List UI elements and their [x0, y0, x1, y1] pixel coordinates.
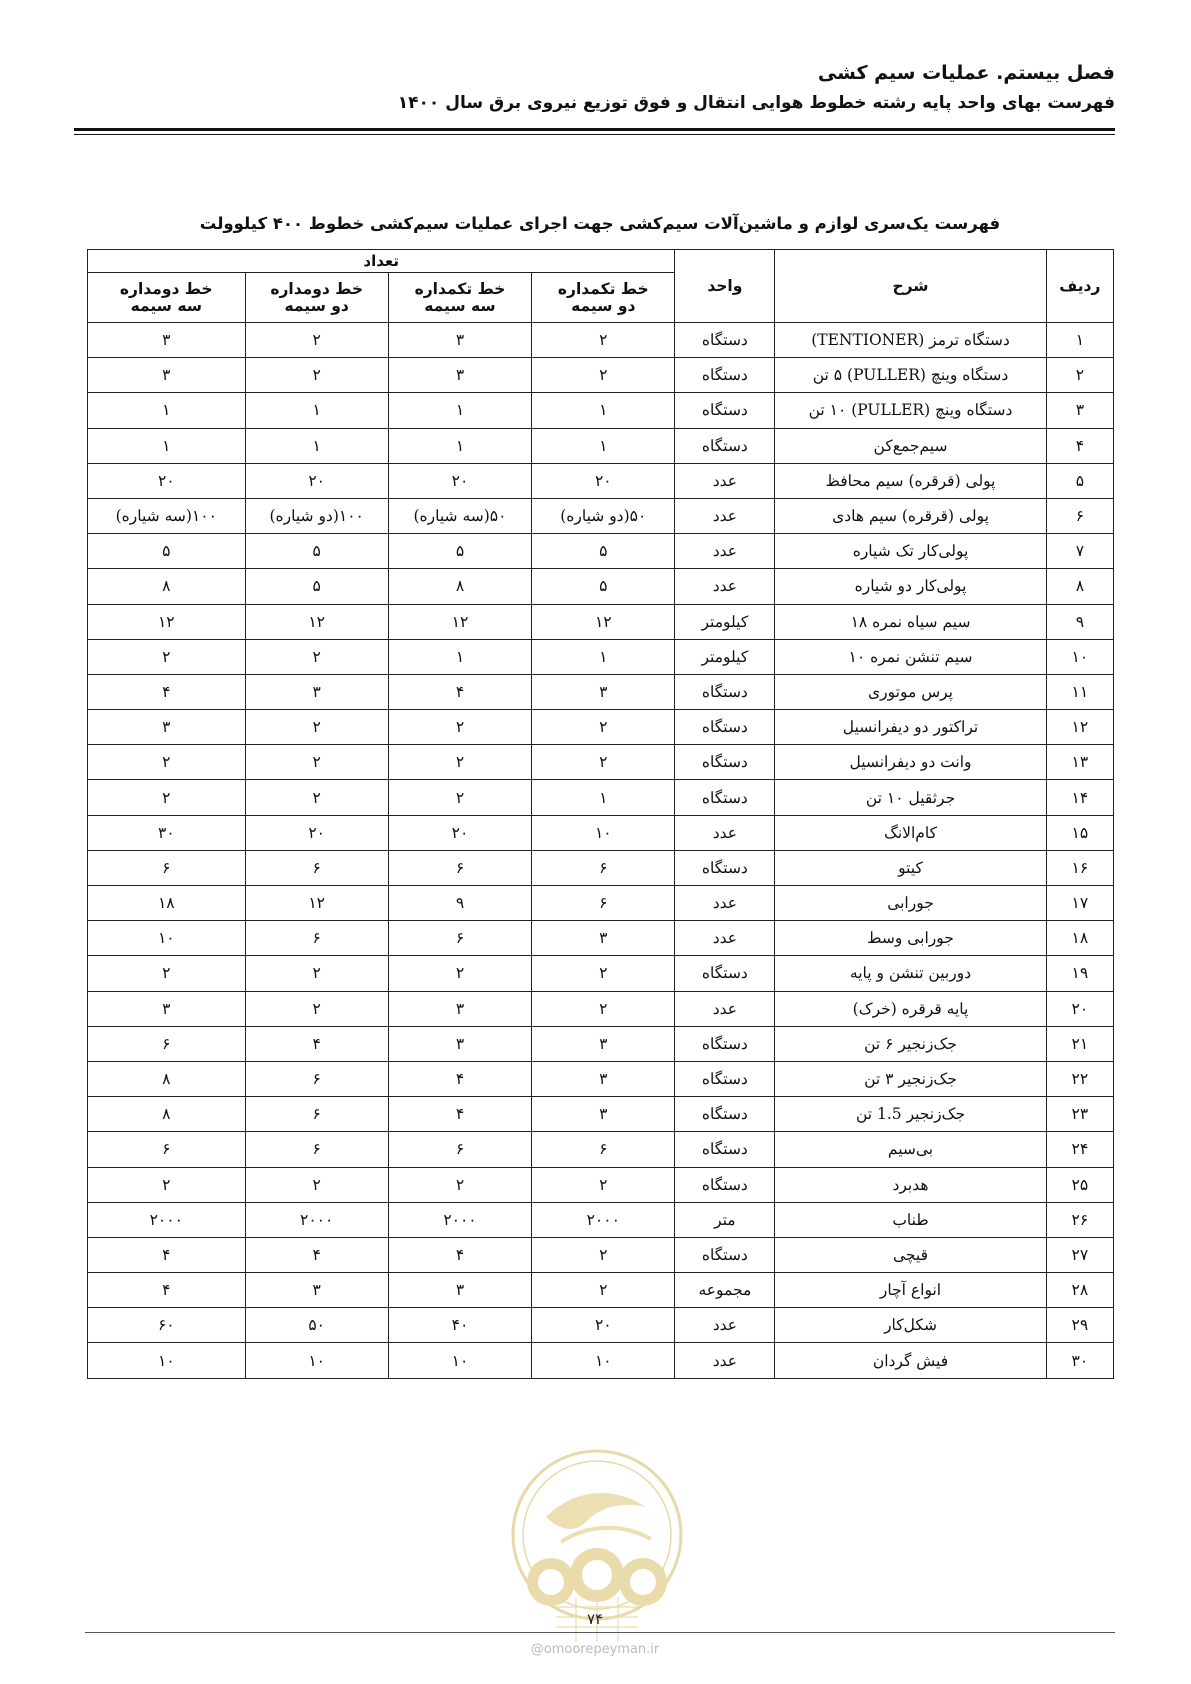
count-cell: ۳	[532, 921, 675, 956]
count-cell: ۵	[532, 569, 675, 604]
count-cell: ۲	[245, 745, 388, 780]
description-cell: پولی (قرقره) سیم محافظ	[775, 463, 1046, 498]
row-number-cell: ۲۸	[1046, 1273, 1113, 1308]
count-cell: ۱۲	[532, 604, 675, 639]
row-number-cell: ۶	[1046, 498, 1113, 533]
row-number-cell: ۲۵	[1046, 1167, 1113, 1202]
header-double-circuit-three-wire: خط دومداره سه سیمه	[88, 273, 246, 323]
row-number-cell: ۴	[1046, 428, 1113, 463]
row-number-cell: ۲۳	[1046, 1097, 1113, 1132]
row-number-cell: ۲۹	[1046, 1308, 1113, 1343]
count-cell: ۳	[532, 674, 675, 709]
count-cell: ۱۲	[88, 604, 246, 639]
table-row	[88, 393, 1114, 428]
count-cell: ۳	[532, 1097, 675, 1132]
count-cell: ۳	[388, 991, 531, 1026]
count-cell: ۴	[88, 674, 246, 709]
count-cell: ۵	[88, 534, 246, 569]
unit-cell: دستگاه	[675, 358, 775, 393]
count-cell: ۶	[245, 1097, 388, 1132]
count-cell: ۱	[532, 780, 675, 815]
count-cell: ۶	[388, 921, 531, 956]
unit-cell: دستگاه	[675, 745, 775, 780]
count-cell: ۴	[388, 674, 531, 709]
table-row	[88, 921, 1114, 956]
description-cell: دوربین تنشن و پایه	[775, 956, 1046, 991]
unit-cell: عدد	[675, 569, 775, 604]
description-cell: وانت دو دیفرانسیل	[775, 745, 1046, 780]
count-cell: ۲	[388, 956, 531, 991]
unit-cell: مجموعه	[675, 1273, 775, 1308]
count-cell: ۲	[532, 991, 675, 1026]
row-number-cell: ۱۱	[1046, 674, 1113, 709]
description-cell: دستگاه وینچ (PULLER) ۱۰ تن	[775, 393, 1046, 428]
count-cell: ۵	[532, 534, 675, 569]
equipment-table	[87, 249, 1114, 1379]
unit-cell: عدد	[675, 815, 775, 850]
count-cell: ۳	[532, 1061, 675, 1096]
table-row	[88, 710, 1114, 745]
count-cell: ۴	[388, 1061, 531, 1096]
table-row	[88, 886, 1114, 921]
count-cell: ۱	[245, 428, 388, 463]
count-cell: ۳	[88, 991, 246, 1026]
header-single-circuit-two-wire: خط تکمداره دو سیمه	[532, 273, 675, 323]
row-number-cell: ۲۶	[1046, 1202, 1113, 1237]
row-number-cell: ۲۱	[1046, 1026, 1113, 1061]
count-cell: ۱۲	[245, 886, 388, 921]
count-cell: ۱	[245, 393, 388, 428]
description-cell: طناب	[775, 1202, 1046, 1237]
count-cell: ۲	[532, 323, 675, 358]
row-number-cell: ۲	[1046, 358, 1113, 393]
table-row	[88, 1237, 1114, 1272]
count-cell: ۲	[388, 710, 531, 745]
description-cell: تراکتور دو دیفرانسیل	[775, 710, 1046, 745]
count-cell: ۲	[532, 1167, 675, 1202]
count-cell: ۳	[388, 358, 531, 393]
row-number-cell: ۱۲	[1046, 710, 1113, 745]
table-row	[88, 1061, 1114, 1096]
header-description: شرح	[775, 250, 1046, 323]
count-cell: ۲	[245, 710, 388, 745]
count-cell: ۲۰	[245, 815, 388, 850]
unit-cell: دستگاه	[675, 780, 775, 815]
count-cell: ۹	[388, 886, 531, 921]
table-row	[88, 1167, 1114, 1202]
count-cell: ۸	[388, 569, 531, 604]
count-cell: ۱۰	[88, 921, 246, 956]
count-cell: ۳	[388, 323, 531, 358]
count-cell: ۱۰	[88, 1343, 246, 1379]
count-cell: ۱۰	[532, 1343, 675, 1379]
count-cell: ۶	[245, 1061, 388, 1096]
description-cell: سیم‌جمع‌کن	[775, 428, 1046, 463]
table-row	[88, 428, 1114, 463]
unit-cell: عدد	[675, 1308, 775, 1343]
count-cell: ۲۰	[532, 463, 675, 498]
count-cell: ۳	[245, 1273, 388, 1308]
row-number-cell: ۱	[1046, 323, 1113, 358]
count-cell: ۲۰	[388, 463, 531, 498]
header-unit: واحد	[675, 250, 775, 323]
count-cell: ۱	[88, 393, 246, 428]
count-cell: ۶	[532, 1132, 675, 1167]
unit-cell: دستگاه	[675, 1097, 775, 1132]
row-number-cell: ۱۶	[1046, 850, 1113, 885]
count-cell: ۸	[88, 569, 246, 604]
row-number-cell: ۲۴	[1046, 1132, 1113, 1167]
unit-cell: دستگاه	[675, 710, 775, 745]
count-cell: ۸	[88, 1097, 246, 1132]
description-cell: کیتو	[775, 850, 1046, 885]
unit-cell: متر	[675, 1202, 775, 1237]
count-cell: ۱۰	[532, 815, 675, 850]
count-cell: ۱	[88, 428, 246, 463]
row-number-cell: ۳	[1046, 393, 1113, 428]
count-cell: ۲	[532, 710, 675, 745]
table-row	[88, 1202, 1114, 1237]
count-cell: ۲	[532, 358, 675, 393]
count-cell: ۶	[245, 1132, 388, 1167]
table-row	[88, 463, 1114, 498]
count-cell: ۲	[388, 1167, 531, 1202]
count-cell: ۳۰	[88, 815, 246, 850]
row-number-cell: ۲۲	[1046, 1061, 1113, 1096]
count-cell: ۲	[532, 1273, 675, 1308]
table-row	[88, 639, 1114, 674]
table-row	[88, 1308, 1114, 1343]
row-number-cell: ۱۷	[1046, 886, 1113, 921]
count-cell: ۲	[88, 745, 246, 780]
row-number-cell: ۱۳	[1046, 745, 1113, 780]
description-cell: پولی (قرقره) سیم هادی	[775, 498, 1046, 533]
description-cell: کام‌الانگ	[775, 815, 1046, 850]
count-cell: ۳	[532, 1026, 675, 1061]
description-cell: دستگاه ترمز (TENTIONER)	[775, 323, 1046, 358]
count-cell: ۶	[245, 850, 388, 885]
header-divider	[74, 128, 1115, 131]
count-cell: ۱۰۰(دو شیاره)	[245, 498, 388, 533]
count-cell: ۶	[88, 1026, 246, 1061]
count-cell: ۵	[245, 569, 388, 604]
unit-cell: دستگاه	[675, 1167, 775, 1202]
count-cell: ۲	[532, 745, 675, 780]
row-number-cell: ۲۷	[1046, 1237, 1113, 1272]
header-divider-thin	[74, 134, 1115, 135]
unit-cell: عدد	[675, 1343, 775, 1379]
count-cell: ۱	[388, 639, 531, 674]
row-number-cell: ۱۰	[1046, 639, 1113, 674]
unit-cell: دستگاه	[675, 323, 775, 358]
unit-cell: دستگاه	[675, 1132, 775, 1167]
count-cell: ۲	[88, 1167, 246, 1202]
count-cell: ۶	[388, 1132, 531, 1167]
table-row	[88, 956, 1114, 991]
table-row	[88, 745, 1114, 780]
page-number: ۷۴	[586, 1610, 604, 1628]
row-number-cell: ۳۰	[1046, 1343, 1113, 1379]
description-cell: جک‌زنجیر ۳ تن	[775, 1061, 1046, 1096]
count-cell: ۲۰	[532, 1308, 675, 1343]
chapter-title: فصل بیستم. عملیات سیم کشی	[817, 62, 1115, 84]
count-cell: ۶	[388, 850, 531, 885]
unit-cell: دستگاه	[675, 1237, 775, 1272]
header-row-number: ردیف	[1046, 250, 1113, 323]
count-cell: ۳	[388, 1026, 531, 1061]
table-row	[88, 569, 1114, 604]
table-title: فهرست یک‌سری لوازم و ماشین‌آلات سیم‌کشی جهت اجرای عملیات سیم‌کشی خطوط ۴۰۰ کیلوولت	[199, 214, 1001, 233]
count-cell: ۲	[388, 780, 531, 815]
count-cell: ۲	[532, 1237, 675, 1272]
description-cell: بی‌سیم	[775, 1132, 1046, 1167]
count-cell: ۱۰۰(سه شیاره)	[88, 498, 246, 533]
unit-cell: عدد	[675, 921, 775, 956]
unit-cell: عدد	[675, 886, 775, 921]
row-number-cell: ۱۹	[1046, 956, 1113, 991]
table-row	[88, 1132, 1114, 1167]
document-subtitle: فهرست بهای واحد پایه رشته خطوط هوایی انتقال و فوق توزیع نیروی برق سال ۱۴۰۰	[397, 93, 1115, 113]
row-number-cell: ۱۴	[1046, 780, 1113, 815]
table-row	[88, 1273, 1114, 1308]
count-cell: ۲۰۰۰	[245, 1202, 388, 1237]
count-cell: ۲	[245, 358, 388, 393]
unit-cell: عدد	[675, 534, 775, 569]
description-cell: جورابی	[775, 886, 1046, 921]
count-cell: ۵۰(سه شیاره)	[388, 498, 531, 533]
table-row	[88, 1343, 1114, 1379]
count-cell: ۳	[88, 710, 246, 745]
table-row	[88, 1097, 1114, 1132]
table-row	[88, 850, 1114, 885]
unit-cell: دستگاه	[675, 850, 775, 885]
count-cell: ۲۰	[388, 815, 531, 850]
unit-cell: دستگاه	[675, 956, 775, 991]
count-cell: ۴	[88, 1273, 246, 1308]
count-cell: ۱	[532, 428, 675, 463]
description-cell: پایه قرقره (خرک)	[775, 991, 1046, 1026]
count-cell: ۲	[245, 1167, 388, 1202]
count-cell: ۲	[245, 780, 388, 815]
count-cell: ۳	[88, 323, 246, 358]
count-cell: ۲	[88, 780, 246, 815]
row-number-cell: ۱۵	[1046, 815, 1113, 850]
page-header	[74, 58, 1115, 118]
header-count: تعداد	[88, 250, 675, 273]
table-row	[88, 991, 1114, 1026]
count-cell: ۱۰	[388, 1343, 531, 1379]
count-cell: ۲	[88, 956, 246, 991]
count-cell: ۸	[88, 1061, 246, 1096]
count-cell: ۱۰	[245, 1343, 388, 1379]
row-number-cell: ۲۰	[1046, 991, 1113, 1026]
count-cell: ۲۰۰۰	[532, 1202, 675, 1237]
count-cell: ۳	[388, 1273, 531, 1308]
unit-cell: دستگاه	[675, 393, 775, 428]
count-cell: ۱۸	[88, 886, 246, 921]
unit-cell: کیلومتر	[675, 639, 775, 674]
count-cell: ۲	[245, 639, 388, 674]
count-cell: ۶	[532, 886, 675, 921]
description-cell: پرس موتوری	[775, 674, 1046, 709]
count-cell: ۶	[88, 1132, 246, 1167]
row-number-cell: ۸	[1046, 569, 1113, 604]
table-row	[88, 780, 1114, 815]
count-cell: ۴	[388, 1097, 531, 1132]
count-cell: ۱	[388, 393, 531, 428]
table-row	[88, 815, 1114, 850]
count-cell: ۵	[245, 534, 388, 569]
description-cell: جرثقیل ۱۰ تن	[775, 780, 1046, 815]
description-cell: هدبرد	[775, 1167, 1046, 1202]
table-row	[88, 323, 1114, 358]
table-row	[88, 358, 1114, 393]
row-number-cell: ۵	[1046, 463, 1113, 498]
header-double-circuit-two-wire: خط دومداره دو سیمه	[245, 273, 388, 323]
count-cell: ۶	[245, 921, 388, 956]
count-cell: ۱	[532, 393, 675, 428]
count-cell: ۲۰۰۰	[88, 1202, 246, 1237]
count-cell: ۲	[245, 991, 388, 1026]
count-cell: ۴	[245, 1237, 388, 1272]
table-row	[88, 604, 1114, 639]
count-cell: ۴	[388, 1237, 531, 1272]
unit-cell: کیلومتر	[675, 604, 775, 639]
row-number-cell: ۷	[1046, 534, 1113, 569]
count-cell: ۶	[532, 850, 675, 885]
description-cell: پولی‌کار دو شیاره	[775, 569, 1046, 604]
unit-cell: دستگاه	[675, 428, 775, 463]
count-cell: ۶۰	[88, 1308, 246, 1343]
unit-cell: دستگاه	[675, 1026, 775, 1061]
row-number-cell: ۹	[1046, 604, 1113, 639]
count-cell: ۳	[88, 358, 246, 393]
count-cell: ۲۰	[88, 463, 246, 498]
count-cell: ۲۰	[245, 463, 388, 498]
description-cell: سیم تنشن نمره ۱۰	[775, 639, 1046, 674]
count-cell: ۶	[88, 850, 246, 885]
count-cell: ۱	[532, 639, 675, 674]
description-cell: شکل‌کار	[775, 1308, 1046, 1343]
unit-cell: عدد	[675, 991, 775, 1026]
count-cell: ۵۰(دو شیاره)	[532, 498, 675, 533]
description-cell: پولی‌کار تک شیاره	[775, 534, 1046, 569]
table-row	[88, 1026, 1114, 1061]
description-cell: جک‌زنجیر 1.5 تن	[775, 1097, 1046, 1132]
count-cell: ۱	[388, 428, 531, 463]
unit-cell: عدد	[675, 498, 775, 533]
count-cell: ۱۲	[245, 604, 388, 639]
count-cell: ۲۰۰۰	[388, 1202, 531, 1237]
count-cell: ۲	[532, 956, 675, 991]
description-cell: جورابی وسط	[775, 921, 1046, 956]
count-cell: ۵۰	[245, 1308, 388, 1343]
header-single-circuit-three-wire: خط تکمداره سه سیمه	[388, 273, 531, 323]
count-cell: ۲	[245, 956, 388, 991]
count-cell: ۱۲	[388, 604, 531, 639]
count-cell: ۴	[245, 1026, 388, 1061]
description-cell: سیم سیاه نمره ۱۸	[775, 604, 1046, 639]
count-cell: ۳	[245, 674, 388, 709]
row-number-cell: ۱۸	[1046, 921, 1113, 956]
description-cell: جک‌زنجیر ۶ تن	[775, 1026, 1046, 1061]
footer-divider	[85, 1632, 1115, 1633]
unit-cell: دستگاه	[675, 674, 775, 709]
footer-website: @omoorepeyman.ir	[530, 1642, 660, 1657]
count-cell: ۵	[388, 534, 531, 569]
unit-cell: دستگاه	[675, 1061, 775, 1096]
description-cell: فیش گردان	[775, 1343, 1046, 1379]
table-row	[88, 674, 1114, 709]
count-cell: ۴	[88, 1237, 246, 1272]
count-cell: ۲	[88, 639, 246, 674]
description-cell: قیچی	[775, 1237, 1046, 1272]
count-cell: ۲	[388, 745, 531, 780]
description-cell: انواع آچار	[775, 1273, 1046, 1308]
description-cell: دستگاه وینچ (PULLER) ۵ تن	[775, 358, 1046, 393]
count-cell: ۲	[245, 323, 388, 358]
table-row	[88, 534, 1114, 569]
unit-cell: عدد	[675, 463, 775, 498]
table-row	[88, 498, 1114, 533]
count-cell: ۴۰	[388, 1308, 531, 1343]
